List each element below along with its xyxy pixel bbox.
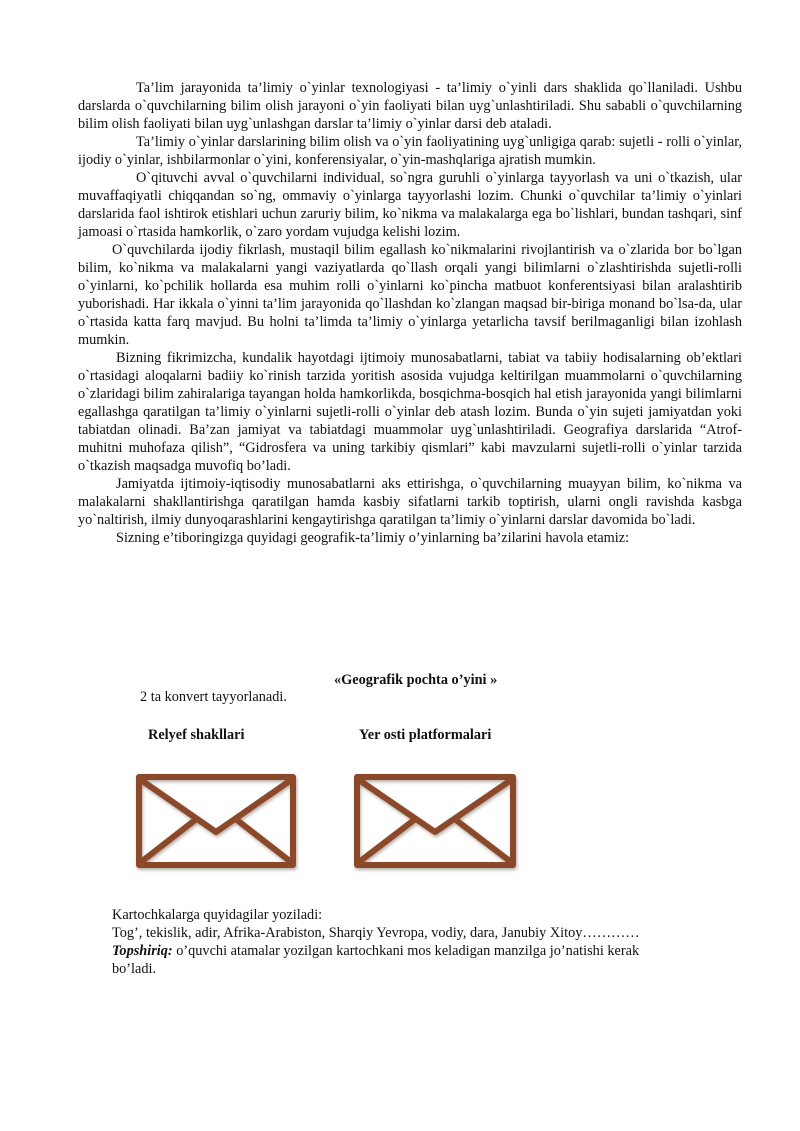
paragraph-6: Jamiyatda ijtimoiy-iqtisodiy munosabatlarni aks ettirishga, o`quvchilarning muayyan bilim, ko`nikma va malakalarni shakllantirishga qaratilgan hamda kasbiy sifatlarni tarkib toptirish, ularni ongli ravishda kasbga yo`naltirish, ilmiy dunyoqarashlarini kengaytirishga qaratilgan ta’limiy o`yinlarni darslar davomida bo`ladi. bbox=[78, 476, 742, 528]
envelope-label-1: Relyef shakllari bbox=[148, 727, 245, 743]
task-text-end: bo’ladi. bbox=[112, 961, 157, 977]
cards-intro: Kartochkalarga quyidagilar yoziladi: bbox=[112, 907, 323, 923]
paragraph-2: Ta’limiy o`yinlar darslarining bilim olish va o`yin faoliyatining uyg`unligiga qarab: sujetli - rolli o`yinlar, ijodiy o`yinlar, ishbilarmonlar o`yini, konferensiyalar, o`yin-mashqlariga ajratish mumkin. bbox=[78, 134, 742, 168]
paragraph-4: O`quvchilarda ijodiy fikrlash, mustaqil bilim egallash ko`nikmalarini rivojlantirish va o`zlarida bor bo`lgan bilim, ko`nikma va malakalarni yangi vaziyatlarda qo`llash orqali yangi bilimlarni o`zlashtirishda sujetli-rolli o`yinlarni, ko`pchilik hollarda esa muhim rolli o`yinlarni ko`pincha matbuot konferentsiyasi bilan aralashtirib yuborishadi. Har ikkala o`yinni ta’lim jarayonida qo`llashdan ko`zlangan maqsad bir-biriga monand bo`lsa-da, ular o`rtasida katta farq mavjud. Bu holni ta’limda ta’limiy o`yinlarga yetarlicha tavsif berilmaganligi bilan izohlash mumkin. bbox=[78, 242, 742, 348]
task-line bbox=[112, 942, 639, 960]
envelope-note: 2 ta konvert tayyorlanadi. bbox=[140, 689, 287, 705]
body-text bbox=[78, 79, 742, 547]
envelope-label-2: Yer osti platformalari bbox=[359, 727, 492, 743]
paragraph-3: O`qituvchi avval o`quvchilarni individual, so`ngra guruhli o`yinlarga tayyorlash va uni o`tkazish, ular muvaffaqiyatli chiqqandan so`ng, ommaviy o`yinlarga tayyorlashi lozim. Chunki o`quvchilar ta’limiy o`yinlari darslarida faol ishtirok etishlari uchun zaruriy bilim, ko`nikma va malakalarga ega bo`lishlari, bundan tashqari, sinf jamoasi o`rtasida hamkorlik, o`zaro yordam vujudga kelishi lozim. bbox=[78, 170, 742, 240]
paragraph-5: Bizning fikrimizcha, kundalik hayotdagi ijtimoiy munosabatlarni, tabiat va tabiiy hodisalarning ob’ektlari o`rtasidagi aloqalarni badiiy ko`rinish tarzida yoritish asosida vujudga keltirilgan muammolarni o`quvchilarning o`zlaridagi bilim zahiralariga tayangan holda hamkorlikda, bosqichma-bosqich hal etish jarayonida yangi bilimlarni egallashga qaratilgan ta’limiy o`yinlarni sujetli-rolli o`yinlar deb atash lozim. Bunda o`yin sujeti jamiyatdan yoki tabiatdan olinadi. Ba’zan jamiyat va tabiatdagi muammolar uyg`unlashtiriladi. Geografiya darslarida “Atrof-muhitni muhofaza qilish”, “Gidrosfera va uning tarkibiy qismlari” kabi mavzularni sujetli-rolli o`yinlar tarzida o`tkazish maqsadga muvofiq bo’ladi. bbox=[78, 350, 742, 474]
game-title: «Geografik pochta o’yini » bbox=[334, 672, 498, 688]
paragraph-7: Sizning e’tiboringizga quyidagi geografik-ta’limiy o’yinlarning ba’zilarini havola etamiz: bbox=[116, 530, 630, 546]
cards-list: Tog’, tekislik, adir, Afrika-Arabiston, Sharqiy Yevropa, vodiy, dara, Janubiy Xitoy………… bbox=[112, 925, 640, 941]
envelope-icon bbox=[351, 771, 519, 873]
task-text: o’quvchi atamalar yozilgan kartochkani mos keladigan manzilga jo’natishi kerak bbox=[172, 943, 640, 959]
paragraph-1: Ta’lim jarayonida ta’limiy o`yinlar texnologiyasi - ta’limiy o`yinli dars shaklida qo`llaniladi. Ushbu darslarda o`quvchilarning bilim olish jarayoni o`yin faoliyati bilan uyg`unlashtiriladi. Shu sababli o`quvchilarning bilim olish faoliyati bilan uyg`unlashgan darslar ta’limiy o`yinlar darsi deb ataladi. bbox=[78, 80, 742, 132]
envelope-icon bbox=[133, 771, 299, 873]
task-label: Topshiriq: bbox=[112, 943, 173, 959]
